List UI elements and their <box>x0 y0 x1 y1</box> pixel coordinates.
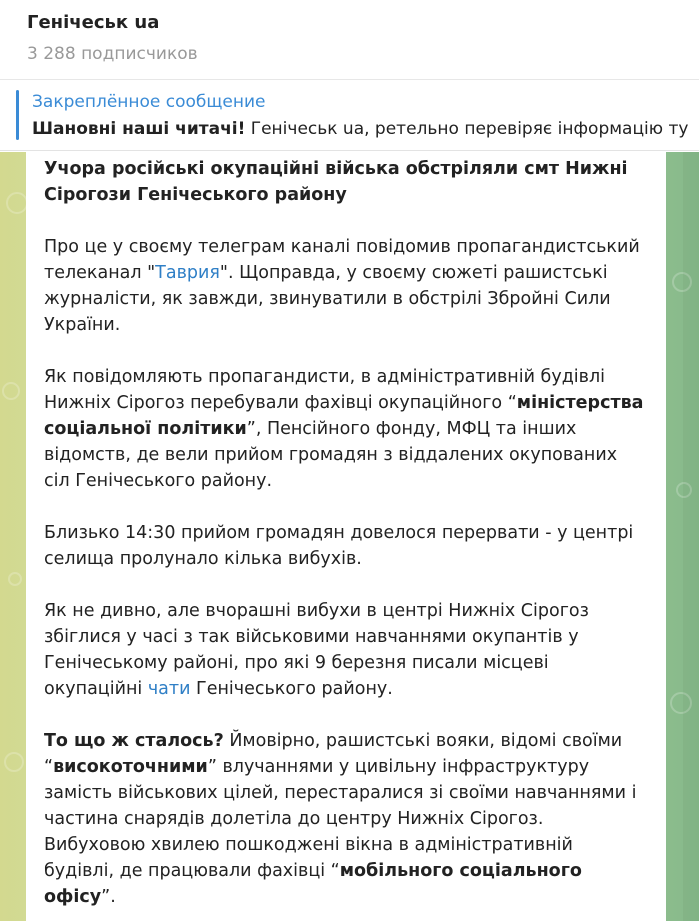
pinned-message-title: Закреплённое сообщение <box>32 92 266 112</box>
p5-text-a: Ймовірно, рашистські вояки, відомі своїми “ <box>44 731 623 777</box>
pinned-preview-rest: Генічеськ ua, ретельно перевіряє інформацію ту <box>245 119 689 139</box>
p5-text-c: ”. <box>101 887 116 907</box>
p5-bold-office: мобільного соціального офісу <box>44 861 582 907</box>
p1-text-a: Про це у своєму телеграм каналі повідомив пропагандистський телеканал " <box>44 237 640 283</box>
channel-post <box>26 152 666 921</box>
p4-text-a: Як не дивно, але вчорашні вибухи в центрі Нижніх Сірогоз збіглися у часі з так військовими навчаннями окупантів у Генічеському районі, про які 9 березня писали місцеві окупаційні <box>44 601 589 699</box>
p2-text-a: Як повідомляють пропагандисти, в адміністративній будівлі Нижніх Сірогоз перебували фахівці окупаційного “ <box>44 367 606 413</box>
pinned-message-bar[interactable] <box>0 81 699 151</box>
link-tavriya[interactable]: Таврия <box>155 263 220 283</box>
post-title: Учора російські окупаційні війська обстріляли смт Нижні Сірогози Генічеського району <box>44 159 628 205</box>
post-paragraph-1 <box>44 234 648 338</box>
post-paragraph-3: Близько 14:30 прийом громадян довелося перервати - у центрі селища пролунало кілька вибухів. <box>44 523 634 569</box>
p4-text-b: Генічеського району. <box>190 679 393 699</box>
p5-text-b: ” влучаннями у цивільну інфраструктуру замість військових цілей, перестаралися зі своїми навчаннями і частина снарядів долетіла до центру Нижніх Сірогоз. Вибуховою хвилею пошкоджені вікна в адміністративній будівлі, де працювали фахівці “ <box>44 757 637 881</box>
chat-scroll-edge[interactable] <box>683 152 699 921</box>
channel-header[interactable] <box>0 0 699 80</box>
link-chaty[interactable]: чати <box>147 679 191 699</box>
subscriber-count: 3 288 подписчиков <box>27 44 198 64</box>
pinned-preview-bold: Шановні наші читачі! <box>32 119 246 139</box>
post-paragraph-4 <box>44 598 648 702</box>
channel-name[interactable]: Генічеськ ua <box>27 12 160 33</box>
p1-text-b: ". Щоправда, у своєму сюжеті рашистські журналісти, як завжди, звинуватили в обстрілі Збройні Сили України. <box>44 263 611 335</box>
p5-bold-question: То що ж сталось? <box>44 731 224 751</box>
p5-bold-precise: високоточними <box>53 757 208 777</box>
pinned-accent-bar <box>16 90 19 140</box>
pinned-message-preview <box>32 119 699 139</box>
post-paragraph-2 <box>44 364 648 494</box>
post-paragraph-5 <box>44 728 648 910</box>
p2-text-b: ”, Пенсійного фонду, МФЦ та інших відомств, де вели прийом громадян з віддалених окупованих сіл Генічеського району. <box>44 419 618 491</box>
p2-bold: міністерства соціальної політики <box>44 393 644 439</box>
